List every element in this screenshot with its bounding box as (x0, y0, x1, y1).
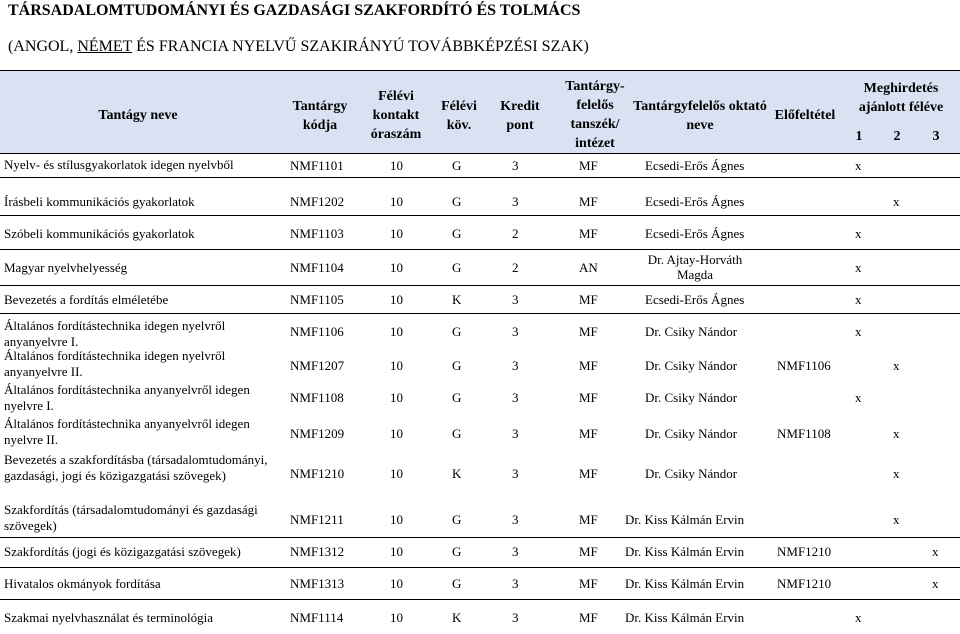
semester-mark: x (855, 260, 862, 275)
department: MF (579, 292, 598, 307)
contact-hours: 10 (390, 426, 403, 441)
row-divider (0, 537, 960, 538)
table-header (0, 70, 960, 154)
teacher-name: Dr. Csiky Nándor (645, 390, 738, 405)
course-code: NMF1313 (290, 576, 345, 591)
requirement: G (452, 576, 462, 591)
header-teacher: Tantárgyfelelős oktató neve (633, 99, 767, 133)
course-name: Bevezetés a szakfordításba (társadalomtudományi, gazdasági, jogi és közigazgatási szövegek) (4, 452, 268, 483)
course-name: Általános fordítástechnika idegen nyelvről anyanyelvre II. (4, 348, 226, 379)
semester-mark: x (932, 576, 939, 591)
header-name: Tantágy neve (98, 108, 178, 123)
department: MF (579, 358, 598, 373)
course-code: NMF1114 (290, 610, 344, 625)
contact-hours: 10 (390, 324, 403, 339)
course-code: NMF1211 (290, 512, 344, 527)
department: MF (579, 466, 598, 481)
credit: 3 (512, 194, 519, 209)
course-code: NMF1105 (290, 292, 344, 307)
header-sem-2: 2 (893, 129, 901, 144)
course-name: Szakfordítás (társadalomtudományi és gazdasági szövegek) (4, 502, 258, 533)
subtitle-post: ÉS FRANCIA NYELVŰ SZAKIRÁNYÚ TOVÁBBKÉPZÉSI SZAK) (132, 38, 589, 55)
course-name: Szakfordítás (jogi és közigazgatási szövegek) (4, 544, 241, 559)
course-name: Magyar nyelvhelyesség (4, 260, 128, 275)
department: AN (579, 260, 598, 275)
course-code: NMF1104 (290, 260, 344, 275)
row-divider (0, 249, 960, 250)
department: MF (579, 226, 598, 241)
department: MF (579, 158, 598, 173)
subtitle-underlined: NÉMET (77, 38, 133, 55)
header-credit: Kredit pont (500, 99, 540, 133)
semester-mark: x (893, 466, 900, 481)
prerequisite: NMF1106 (777, 358, 831, 373)
requirement: G (452, 158, 462, 173)
page-title: TÁRSADALOMTUDOMÁNYI ÉS GAZDASÁGI SZAKFORDÍTÓ ÉS TOLMÁCS (8, 2, 581, 19)
teacher-name: Ecsedi-Erős Ágnes (645, 158, 745, 173)
department: MF (579, 512, 598, 527)
contact-hours: 10 (390, 226, 403, 241)
semester-mark: x (855, 324, 862, 339)
course-name: Nyelv- és stílusgyakorlatok idegen nyelvből (4, 157, 234, 172)
page-subtitle (8, 38, 589, 56)
course-name: Általános fordítástechnika anyanyelvről idegen nyelvre II. (4, 416, 250, 447)
prerequisite: NMF1210 (777, 544, 832, 559)
semester-mark: x (855, 390, 862, 405)
credit: 3 (512, 544, 519, 559)
header-req: Félévi köv. (441, 99, 477, 133)
semester-mark: x (893, 194, 900, 209)
contact-hours: 10 (390, 390, 403, 405)
requirement: K (452, 610, 462, 625)
semester-mark: x (893, 358, 900, 373)
teacher-name: Dr. Kiss Kálmán Ervin (625, 512, 745, 527)
row-divider (0, 313, 960, 314)
header-dept: Tantárgy-felelős tanszék/ intézet (565, 79, 625, 151)
semester-mark: x (893, 426, 900, 441)
row-divider (0, 567, 960, 568)
department: MF (579, 194, 598, 209)
contact-hours: 10 (390, 158, 403, 173)
requirement: G (452, 194, 462, 209)
credit: 3 (512, 512, 519, 527)
contact-hours: 10 (390, 194, 403, 209)
department: MF (579, 426, 598, 441)
course-code: NMF1108 (290, 390, 344, 405)
department: MF (579, 324, 598, 339)
prerequisite: NMF1210 (777, 576, 832, 591)
teacher-name: Dr. Ajtay-Horváth Magda (647, 252, 743, 282)
contact-hours: 10 (390, 576, 403, 591)
contact-hours: 10 (390, 610, 403, 625)
requirement: G (452, 426, 462, 441)
course-code: NMF1106 (290, 324, 344, 339)
course-name: Hivatalos okmányok fordítása (4, 576, 161, 591)
teacher-name: Dr. Csiky Nándor (645, 466, 738, 481)
semester-mark: x (855, 610, 862, 625)
requirement: G (452, 226, 462, 241)
credit: 3 (512, 158, 519, 173)
requirement: G (452, 358, 462, 373)
course-code: NMF1103 (290, 226, 344, 241)
row-divider (0, 285, 960, 286)
course-code: NMF1209 (290, 426, 345, 441)
course-name: Írásbeli kommunikációs gyakorlatok (4, 194, 195, 209)
course-name: Bevezetés a fordítás elméletébe (4, 292, 169, 307)
requirement: G (452, 324, 462, 339)
teacher-name: Dr. Kiss Kálmán Ervin (625, 576, 745, 591)
teacher-name: Ecsedi-Erős Ágnes (645, 292, 745, 307)
teacher-name: Dr. Csiky Nándor (645, 426, 738, 441)
semester-mark: x (855, 158, 862, 173)
requirement: G (452, 260, 462, 275)
course-code: NMF1202 (290, 194, 345, 209)
course-code: NMF1312 (290, 544, 345, 559)
course-code: NMF1210 (290, 466, 345, 481)
requirement: K (452, 292, 462, 307)
department: MF (579, 576, 598, 591)
row-divider (0, 177, 960, 178)
subtitle-pre: (ANGOL, (8, 38, 78, 55)
credit: 3 (512, 292, 519, 307)
requirement: G (452, 544, 462, 559)
teacher-name: Dr. Csiky Nándor (645, 324, 738, 339)
department: MF (579, 544, 598, 559)
credit: 3 (512, 390, 519, 405)
credit: 3 (512, 576, 519, 591)
credit: 3 (512, 610, 519, 625)
credit: 2 (512, 226, 519, 241)
prerequisite: NMF1108 (777, 426, 831, 441)
header-prereq: Előfeltétel (774, 108, 836, 123)
row-divider (0, 599, 960, 600)
teacher-name: Ecsedi-Erős Ágnes (645, 194, 745, 209)
teacher-name: Dr. Csiky Nándor (645, 358, 738, 373)
teacher-name: Dr. Kiss Kálmán Ervin (625, 544, 745, 559)
course-code: NMF1207 (290, 358, 345, 373)
contact-hours: 10 (390, 466, 403, 481)
credit: 2 (512, 260, 519, 275)
contact-hours: 10 (390, 260, 403, 275)
contact-hours: 10 (390, 512, 403, 527)
row-divider (0, 215, 960, 216)
requirement: K (452, 466, 462, 481)
course-name: Általános fordítástechnika anyanyelvről idegen nyelvre I. (4, 382, 250, 413)
course-name: Szakmai nyelvhasználat és terminológia (4, 610, 214, 625)
department: MF (579, 610, 598, 625)
requirement: G (452, 512, 462, 527)
semester-mark: x (932, 544, 939, 559)
contact-hours: 10 (390, 544, 403, 559)
header-semester: Meghirdetés ajánlott féléve (858, 81, 944, 115)
teacher-name: Ecsedi-Erős Ágnes (645, 226, 745, 241)
semester-mark: x (855, 226, 862, 241)
requirement: G (452, 390, 462, 405)
course-code: NMF1101 (290, 158, 344, 173)
header-code: Tantárgy kódja (292, 99, 348, 133)
contact-hours: 10 (390, 292, 403, 307)
header-hours: Félévi kontakt óraszám (370, 89, 422, 142)
credit: 3 (512, 426, 519, 441)
course-name: Szóbeli kommunikációs gyakorlatok (4, 226, 195, 241)
credit: 3 (512, 324, 519, 339)
credit: 3 (512, 358, 519, 373)
credit: 3 (512, 466, 519, 481)
contact-hours: 10 (390, 358, 403, 373)
course-name: Általános fordítástechnika idegen nyelvről anyanyelvre I. (4, 318, 226, 349)
header-sem-3: 3 (932, 129, 940, 144)
teacher-name: Dr. Kiss Kálmán Ervin (625, 610, 745, 625)
semester-mark: x (855, 292, 862, 307)
semester-mark: x (893, 512, 900, 527)
header-sem-1: 1 (855, 129, 863, 144)
department: MF (579, 390, 598, 405)
